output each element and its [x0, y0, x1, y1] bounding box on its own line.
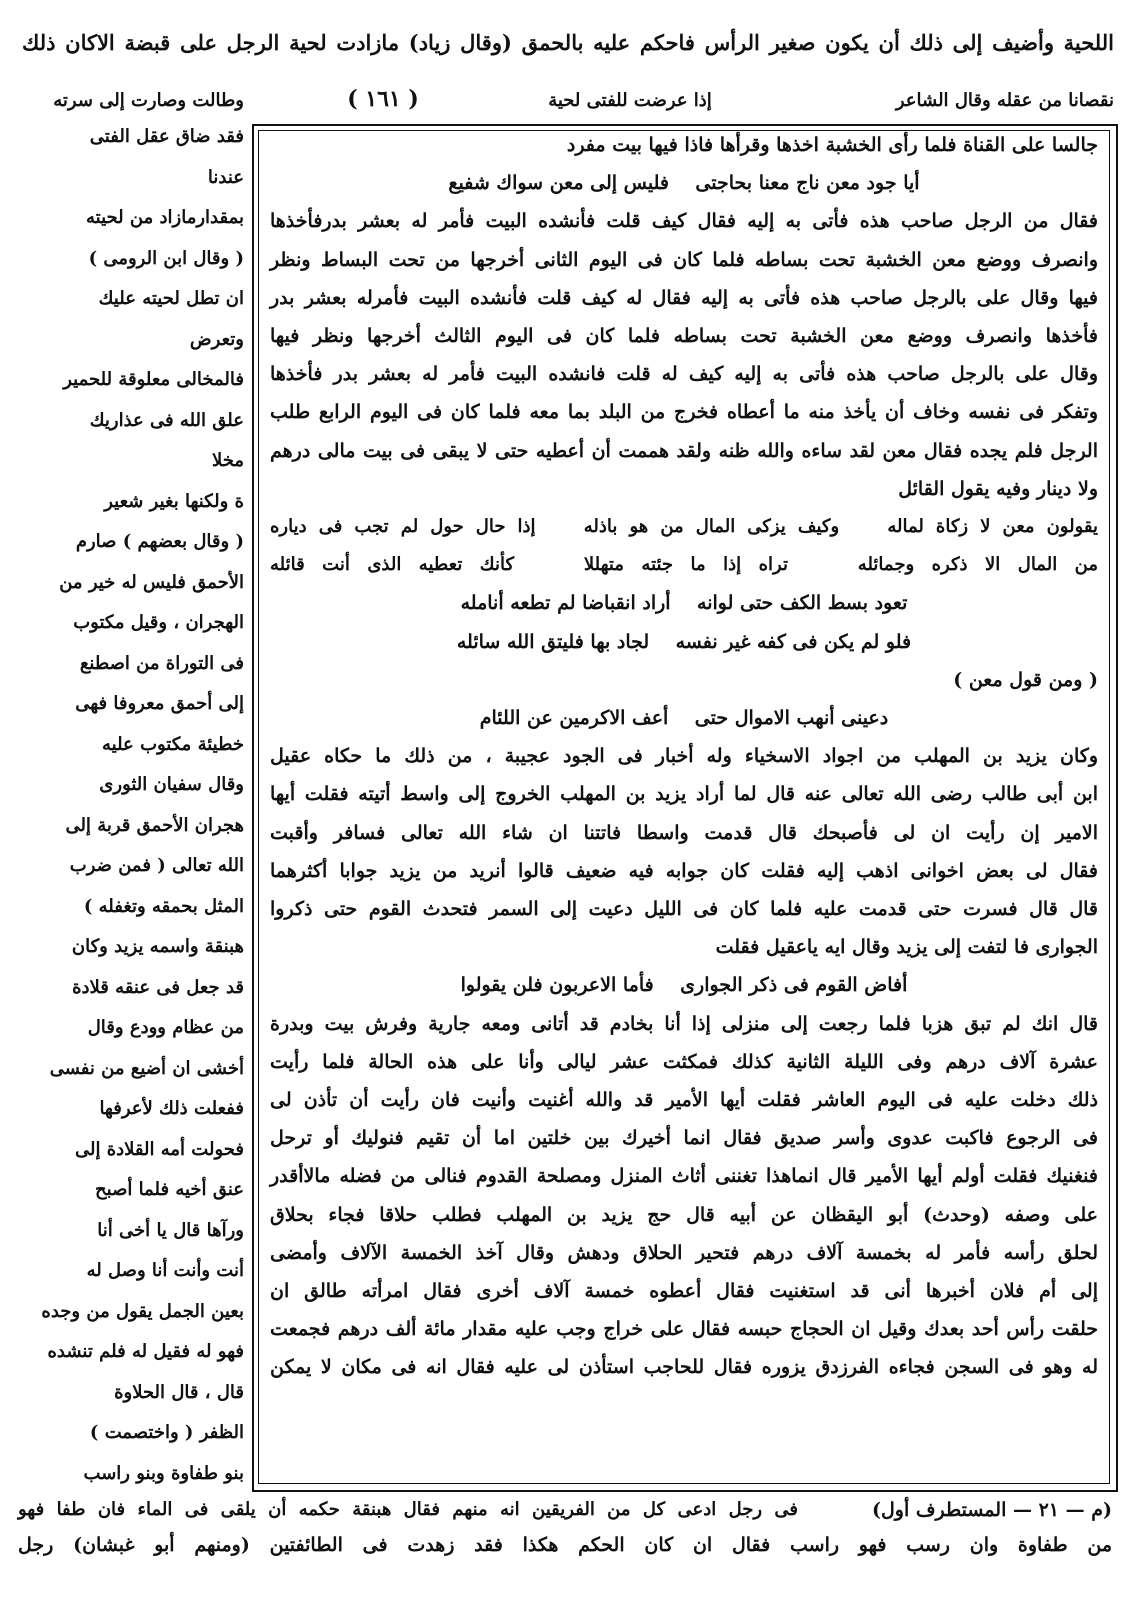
sidebar-text-line: إلى أحمق معروفا فهى: [75, 693, 244, 714]
sidebar-text-line: أخشى ان أضيع من نفسى: [49, 1057, 244, 1079]
sidebar-text-line: بعين الجمل يقول من وجده: [41, 1300, 244, 1322]
sidebar-text-line: ورآها قال يا أخى أنا: [97, 1219, 244, 1241]
sidebar-text-line: فقد ضاق عقل الفتى: [89, 126, 244, 147]
sidebar-text-line: فى التوراة من اصطنع: [79, 652, 244, 674]
main-text-line: فى الرجوع فاكبت عدوى وأسر صديق فقال انما أخيرك بين خلتين اما أن تقيم فنوليك أو ترحل: [270, 1127, 1098, 1150]
header-line-1: اللحية وأضيف إلى ذلك أن يكون صغير الرأس فاحكم عليه بالحمق (وقال زياد) مازادت لحية الرجل على قبضة الاكان ذلك: [22, 30, 1114, 55]
main-text-line: قال انك لم تبق هزبا فلما رجعت إلى منزلى إذا أنا بخادم قد أتانى ومعه جارية وفرش بيت وبدرة: [270, 1012, 1098, 1035]
sidebar-text-line: فالمخالى معلوقة للحمير: [63, 369, 244, 390]
main-text-line: دعينى أنهب الاموال حتى أعف الاكرمين عن اللئام: [479, 707, 889, 729]
header-line-2-mid: إذا عرضت للفتى لحية: [548, 90, 712, 111]
sidebar-text-line: الظفر ( واختصمت ): [89, 1422, 244, 1443]
main-text-line: ولا دينار وفيه يقول القائل: [898, 477, 1098, 500]
sidebar-text-line: هبنقة واسمه يزيد وكان: [71, 936, 244, 957]
main-text-line: تعود بسط الكف حتى لوانه أراد انقباضا لم تطعه أنامله: [460, 592, 908, 615]
main-text-line: على وصفه (وحدث) أبو اليقظان عن أبيه قال حج يزيد بن المهلب فطلب حلاقا فجاء بحلاق: [270, 1203, 1098, 1226]
main-text-line: وقال على بالرجل صاحب هذه فأتى به إليه كيف له قلت فانشده البيت فأمر له بعشر بدر فأخذها: [270, 363, 1098, 386]
main-text-line: إلى أم فلان أخبرها أنى قد استغنيت فقال أعطوه خمسة آلاف أخرى فقال امرأته طالق ان: [270, 1280, 1098, 1302]
sidebar-text-line: بنو طفاوة وبنو راسب: [83, 1462, 244, 1484]
sidebar-text-line: ففعلت ذلك لأعرفها: [99, 1098, 244, 1119]
main-text-line: فأخذها وانصرف ووضع معن الخشبة تحت بساطه فلما كان فى اليوم الثالث أخرجها ونظر فيها: [270, 325, 1098, 347]
main-text-line: الرجل فلم يجده فقال معن لقد ساءه والله ظنه ولقد هممت أن أعطيه حتى لا يبقى فى بيت مالى درهم: [270, 439, 1098, 462]
sidebar-text-line: المثل بحمقه وتغفله ): [83, 895, 244, 917]
main-text-line: لحلق رأسه فأمر له بخمسة آلاف درهم فتحير الحلاق ودهش وقال آخذ الخمسة الآلاف وأمضى: [270, 1241, 1098, 1264]
header-line-2-right: نقصانا من عقله وقال الشاعر: [895, 90, 1114, 111]
main-text-line: له وهو فى السجن فجاءه الفرزدق يزوره فقال للحاجب استأذن لى عليه فقال انه فى مكان لا يمكن: [270, 1356, 1098, 1379]
sidebar-text-line: ان تطل لحيته عليك: [98, 288, 244, 309]
main-text-line: الامير إن رأيت ان لى فأصبحك قال قدمت واسطا فاتتنا ان شاء الله تعالى فسافر وأقبت: [270, 821, 1098, 844]
main-text-line: ذلك دخلت عليه فى اليوم العاشر فقلت أيها الأمير قد والله أغنيت وأنيت فان رأيت أن تأذن لى: [270, 1089, 1098, 1111]
main-text-line: حلقت رأس أحد بعدك وقيل ان الحجاج حبسه فقال على خراج وجب عليه مقدار مائة ألف درهم فجمعت: [270, 1318, 1098, 1341]
main-text-line: فلو لم يكن فى كفه غير نفسه لجاد بها فليتق الله سائله: [456, 630, 912, 653]
main-text-line: عشرة آلاف درهم وفى الليلة الثانية كذلك فمكثت عشر ليالى وأنا على هذه الحالة فلما رأيت: [270, 1050, 1098, 1073]
sidebar-text-line: هجران الأحمق قربة إلى: [65, 814, 244, 836]
sidebar-text-line: قال ، قال الحلاوة: [114, 1381, 244, 1403]
main-text-line: ابن أبى طالب رضى الله تعالى عنه قال لما أراد يزيد بن المهلب الخروج إلى واسط أتيته فقلت أيها: [270, 783, 1098, 806]
main-text-line: من المال الا ذكره وجمائله تراه إذا ما جئته متهللا كأنك تعطيه الذى أنت قائله: [270, 554, 1098, 576]
sidebar-text-line: عندنا: [207, 166, 244, 188]
main-text-line: فيها وقال على بالرجل صاحب هذه فأتى به إليه فقال له كيف قلت فأنشده البيت فأمرله بعشر بدر: [270, 286, 1098, 309]
footer-line-2: من طفاوة وان رسب فهو راسب فقال ان كان الحكم هكذا فقد زهدت فى الطائفتين (ومنهم أبو غبشان) رجل: [18, 1534, 1112, 1556]
sidebar-text-line: فهو له فقيل له فلم تنشده: [47, 1341, 244, 1362]
main-text-line: فقال من الرجل صاحب هذه فأتى به إليه فقال كيف قلت فأنشده البيت فأمر له بعشر بدرفأخذها: [270, 210, 1098, 233]
sidebar-text-line: علق الله فى عذاريك: [89, 409, 244, 431]
main-text-line: وانصرف ووضع معن الخشبة تحت بساطه فلما كان فى اليوم الثانى أخرجها من تحت البساط ونظر: [270, 248, 1098, 271]
main-text-line: فنغنيك فقلت أولم أيها الأمير قال انماهذا تغننى أثاث المنزل ومصلحة القدوم فنالى من فضله مالاأقدر: [270, 1165, 1098, 1188]
main-text-line: وكان يزيد بن المهلب من اجواد الاسخياء وله أخبار فى الجود عجيبة ، من ذلك ما حكاه عقيل: [270, 745, 1098, 768]
sidebar-text-line: بمقدارمازاد من لحيته: [86, 207, 244, 228]
sidebar-text-line: خطيئة مكتوب عليه: [102, 733, 244, 755]
main-text-line: الجوارى فا لتفت إلى يزيد وقال ايه ياعقيل فقلت: [715, 936, 1098, 959]
sidebar-text-line: فحولت أمه القلادة إلى: [74, 1138, 244, 1160]
sidebar-text-line: ( وقال ابن الرومى ): [88, 247, 244, 269]
sidebar-text-line: ( وقال بعضهم ) صارم: [75, 531, 244, 552]
main-text-line: فقال لى بعض اخوانى اذهب إليه فقلت كان جوابه فيه ضعيف قالوا أنريد من يزيد جوابا أكثرهما: [270, 859, 1098, 882]
page-number: ( ١٦١ ): [347, 86, 419, 112]
sidebar-text-line: ة ولكنها بغير شعير: [104, 490, 244, 512]
sidebar-text-line: وقال سفيان الثورى: [99, 774, 244, 795]
sidebar-text-line: أنت وأنت أنا وصل له: [86, 1260, 244, 1281]
main-text-line: يقولون معن لا زكاة لماله وكيف يزكى المال من هو باذله إذا حال حول لم تجب فى دياره: [270, 516, 1098, 537]
header-line-2-left: وطالت وصارت إلى سرته: [53, 90, 244, 111]
footer-signature: (م — ٢١ — المستطرف أول): [872, 1499, 1112, 1521]
main-text-line: ( ومن قول معن ): [953, 668, 1098, 691]
main-text-line: قال قال فسرت حتى قدمت عليه فلما كان فى الليل دعيت إلى السمر فتحدث القوم حتى ذكروا: [270, 898, 1098, 920]
main-text-line: وتفكر فى نفسه وخاف أن يأخذ منه ما أعطاه فخرج من البلد بما معه فلما كان فى اليوم الرابع طلب: [270, 401, 1098, 424]
sidebar-text-line: الأحمق فليس له خير من: [59, 571, 244, 593]
sidebar-text-line: من عظام وودع وقال: [87, 1017, 244, 1038]
main-text-line: أيا جود معن ناج معنا بحاجتى فليس إلى معن سواك شفيع: [448, 172, 920, 195]
sidebar-text-line: الهجران ، وقيل مكتوب: [73, 612, 244, 633]
sidebar-text-line: قد جعل فى عنقه قلادة: [72, 976, 244, 998]
sidebar-text-line: وتعرض: [189, 328, 244, 350]
sidebar-text-line: مخلا: [211, 450, 244, 471]
main-text-line: أفاض القوم فى ذكر الجوارى فأما الاعربون فلن يقولوا: [460, 974, 908, 997]
sidebar-text-line: عنق أخيه فلما أصبح: [95, 1179, 244, 1200]
sidebar-text-line: الله تعالى ( فمن ضرب: [69, 855, 244, 876]
footer-line-1: فى رجل ادعى كل من الفريقين انه منهم فقال هبنقة حكمه أن يلقى فى الماء فان طفا فهو: [18, 1499, 798, 1520]
main-text-line: جالسا على القناة فلما رأى الخشبة اخذها وقرأها فاذا فيها بيت مفرد: [566, 134, 1098, 156]
